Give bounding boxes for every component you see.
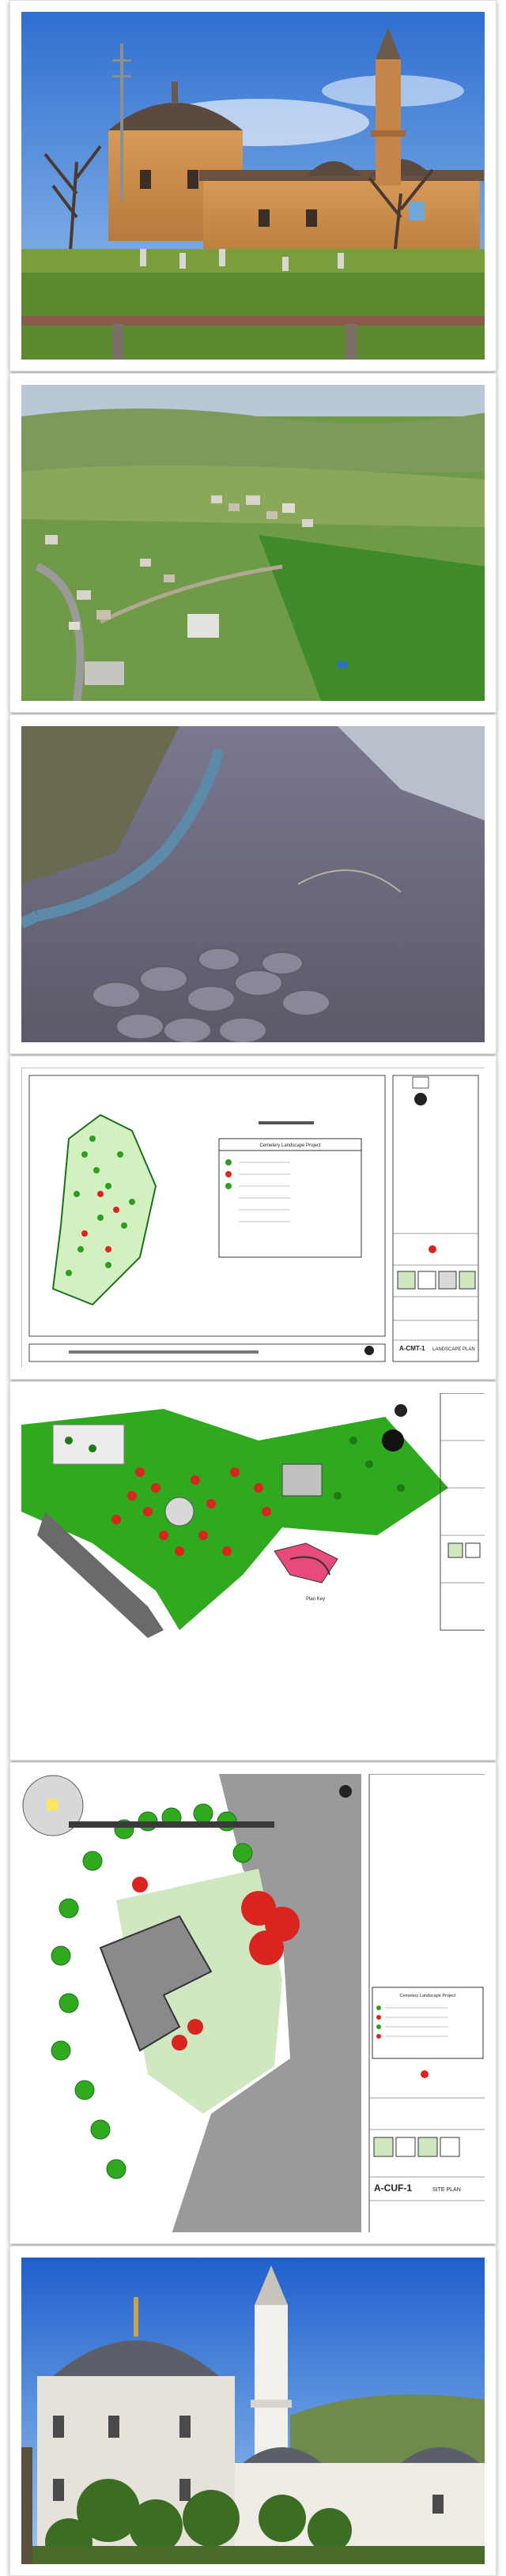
sheet-title: SITE PLAN [432, 2187, 461, 2193]
mosque-white-minaret-image [21, 2258, 485, 2564]
mosque-cemetery-image [21, 12, 485, 360]
mosque-site-plan-drawing [21, 1774, 485, 2232]
sheet-number: A-CUF-1 [374, 2182, 412, 2194]
sheet-title: LANDSCAPE PLAN [432, 1347, 475, 1352]
key-plan-label: Plan Key [306, 1597, 326, 1602]
legend-title: Cemetery Landscape Project [259, 1143, 321, 1148]
aerial-canyon-image [21, 726, 485, 1042]
drawing-mosque-site-plan [9, 1762, 497, 2244]
sheet-number: A-CMT-1 [399, 1345, 425, 1352]
photo-mosque-white-minaret [9, 2246, 497, 2576]
colored-site-plan-drawing [21, 1393, 485, 1749]
drawing-colored-site-plan [9, 1381, 497, 1761]
landscape-plan-drawing [21, 1068, 485, 1368]
aerial-village-image [21, 385, 485, 701]
drawing-landscape-plan [9, 1056, 497, 1380]
legend-title: Cemetery Landscape Project [399, 1994, 456, 1998]
photo-aerial-canyon [9, 714, 497, 1054]
photo-mosque-cemetery [9, 0, 497, 371]
photo-aerial-village [9, 373, 497, 713]
